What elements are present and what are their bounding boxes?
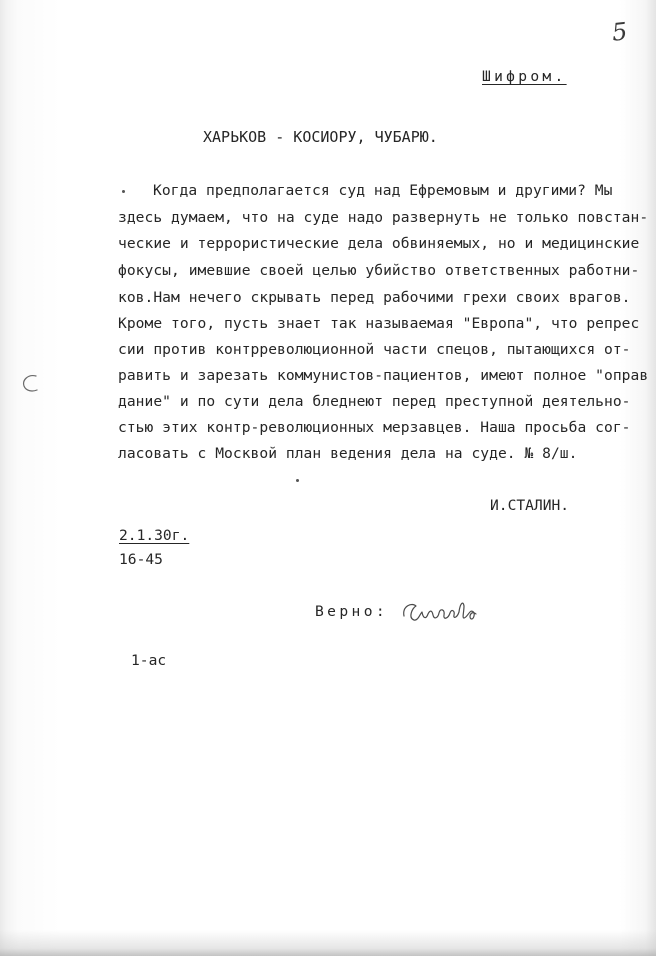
time: 16-45	[119, 551, 163, 568]
body-line-3: ческие и террористические дела обвиняемых, но и медицинские	[118, 235, 640, 252]
handwritten-page-number: 5	[610, 17, 629, 47]
date: 2.1.30г.	[119, 527, 190, 544]
addressee-line: ХАРЬКОВ - КОСИОРУ, ЧУБАРЮ.	[203, 128, 438, 146]
body-line-5: ков.Нам нечего скрывать перед рабочими грехи своих врагов.	[118, 289, 631, 306]
punch-hole-mark	[20, 372, 42, 394]
body-line-10: стью этих контр-революционных мерзавцев. Наша просьба сог-	[118, 419, 631, 436]
cipher-marking: Шифром.	[482, 68, 567, 85]
body-line-9: дание" и по сути дела бледнеют перед преступной деятельно-	[118, 393, 631, 410]
signature: И.СТАЛИН.	[490, 497, 570, 514]
verified-label: Верно:	[315, 603, 389, 620]
body-line-8: равить и зарезать коммунистов-пациентов, имеют полное "оправ	[118, 367, 649, 384]
ink-speck	[122, 190, 125, 193]
ink-speck	[296, 479, 299, 482]
reference-code: 1-ас	[131, 652, 167, 669]
body-line-11: ласовать с Москвой план ведения дела на суде. № 8/ш.	[118, 445, 578, 462]
handwritten-verification-signature	[400, 596, 480, 628]
body-line-7: сии против контрреволюционной части спецов, пытающихся от-	[118, 341, 631, 358]
paper-bottom-edge	[0, 930, 656, 956]
body-line-1: Когда предполагается суд над Ефремовым и другими? Мы	[153, 182, 613, 199]
body-line-4: фокусы, имевшие своей целью убийство ответственных работни-	[118, 262, 640, 279]
body-line-2: здесь думаем, что на суде надо развернуть не только повстан-	[118, 209, 649, 226]
body-line-6: Кроме того, пусть знает так называемая "Европа", что репрес	[118, 315, 640, 332]
